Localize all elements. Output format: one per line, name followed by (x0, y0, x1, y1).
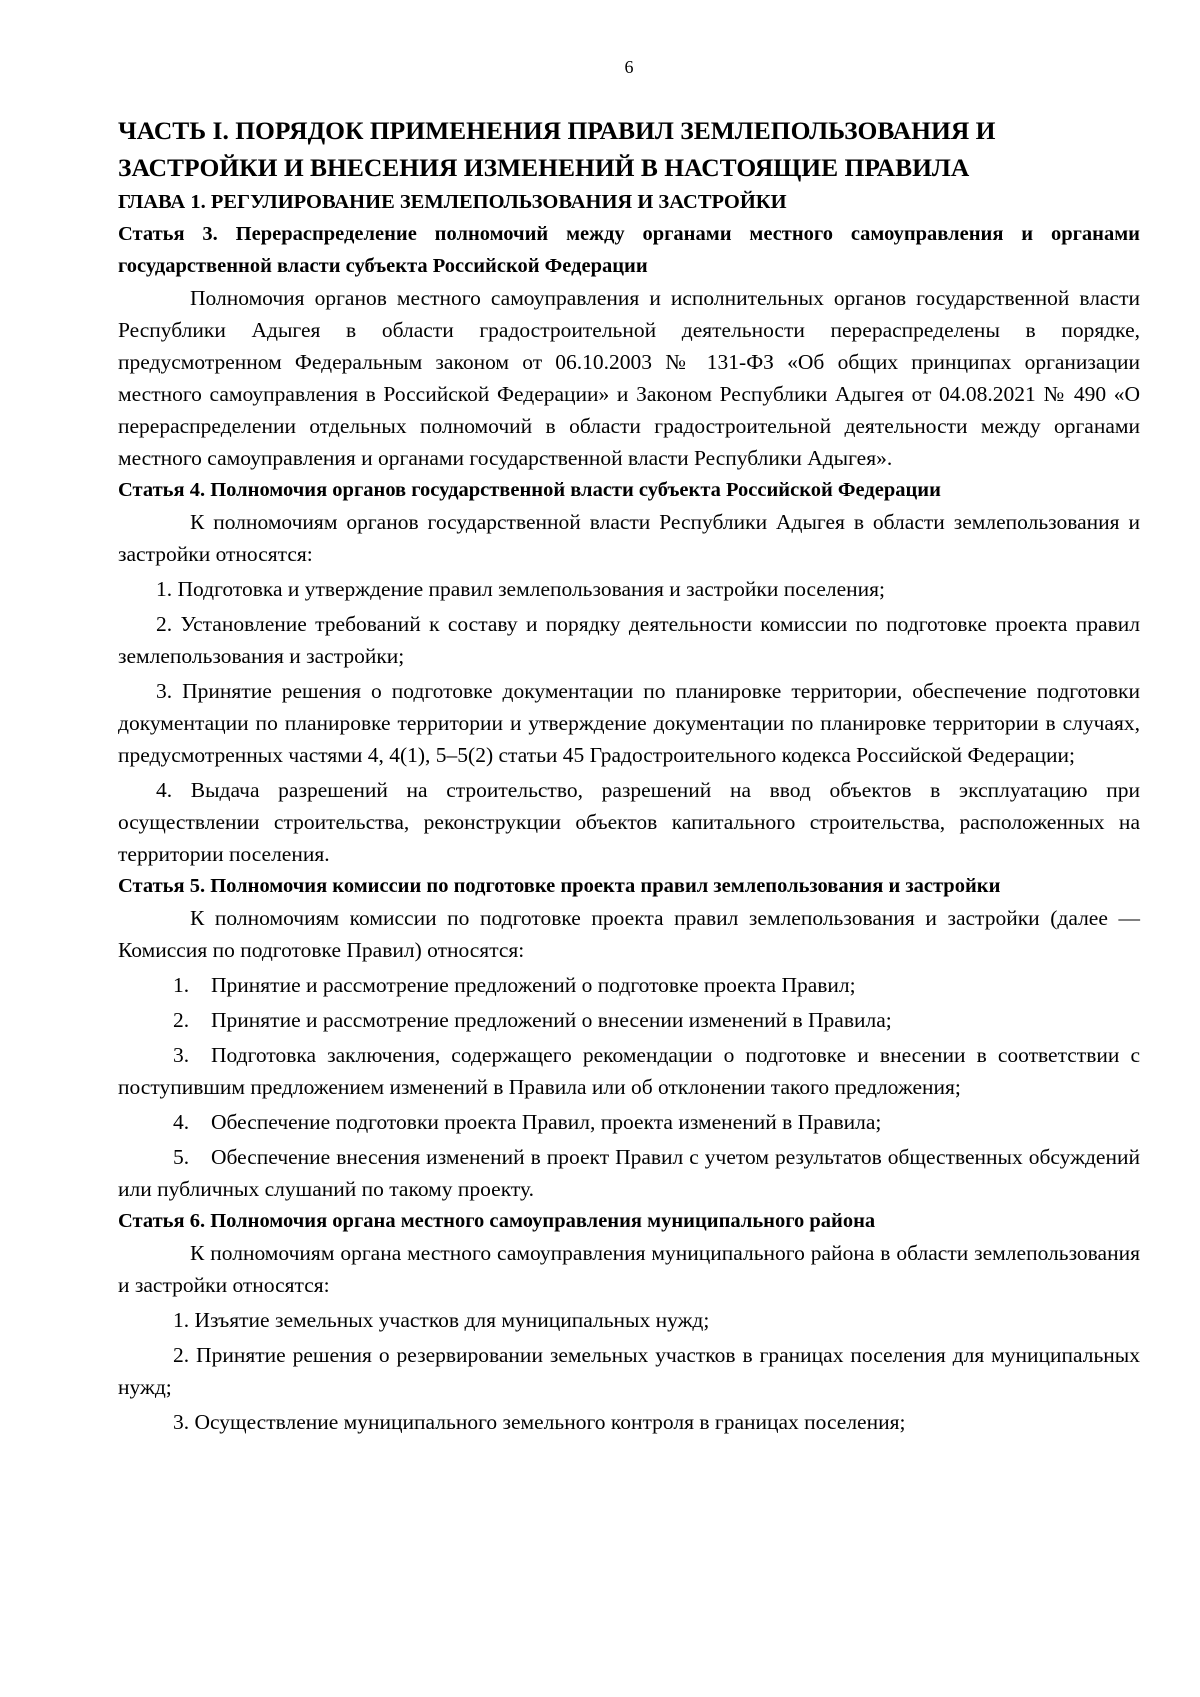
article-6-title: Статья 6. Полномочия органа местного самоуправления муниципального района (118, 1210, 876, 1232)
item-text: Подготовка заключения, содержащего рекомендации о подготовке и внесении в соответствии с поступившим предложением изменений в Правила или об отклонении такого предложения; (118, 1043, 1140, 1099)
item-text: Обеспечение внесения изменений в проект Правил с учетом результатов общественных обсуждений или публичных слушаний по такому проекту. (118, 1145, 1140, 1201)
article-4-item: 1. Подготовка и утверждение правил землепользования и застройки поселения; (156, 577, 886, 601)
item-text: Принятие и рассмотрение предложений о внесении изменений в Правила; (211, 1008, 892, 1032)
article-5-item (118, 1004, 1140, 1036)
article-3-text: Полномочия органов местного самоуправления и исполнительных органов государственной власти Республики Адыгея в области градостроительной деятельности перераспределены в порядке, предусмотренном Федеральным законом от 06.10.2003 № 131-ФЗ «Об общих принципах организации местного самоуправления в Российской Федерации» и Законом Республики Адыгея от 04.08.2021 № 490 «О перераспределении отдельных полномочий в области градостроительной деятельности между органами местного самоуправления и органами государственной власти Республики Адыгея». (118, 286, 1140, 470)
article-4-item: 4. Выдача разрешений на строительство, разрешений на ввод объектов в эксплуатацию при осуществлении строительства, реконструкции объектов капитального строительства, расположенных на территории поселения. (118, 778, 1140, 866)
article-4-item: 2. Установление требований к составу и порядку деятельности комиссии по подготовке проекта правил землепользования и застройки; (118, 612, 1140, 668)
chapter-title: ГЛАВА 1. РЕГУЛИРОВАНИЕ ЗЕМЛЕПОЛЬЗОВАНИЯ И ЗАСТРОЙКИ (118, 191, 787, 213)
article-6-item: 2. Принятие решения о резервировании земельных участков в границах поселения для муниципальных нужд; (118, 1343, 1140, 1399)
page-number: 6 (624, 57, 634, 77)
article-5 (118, 870, 1140, 1205)
article-4-item: 3. Принятие решения о подготовке документации по планировке территории, обеспечение подготовки документации по планировке территории и утверждение документации по планировке территории в случаях, предусмотренных частями 4, 4(1), 5–5(2) статьи 45 Градостроительного кодекса Российской Федерации; (118, 679, 1140, 767)
article-4-title: Статья 4. Полномочия органов государственной власти субъекта Российской Федерации (118, 479, 941, 501)
article-6 (118, 1205, 1140, 1438)
article-3 (118, 218, 1140, 474)
article-4 (118, 474, 1140, 870)
item-number: 5. (173, 1145, 190, 1169)
article-3-title: Статья 3. Перераспределение полномочий между органами местного самоуправления и органами государственной власти субъекта Российской Федерации (118, 223, 1140, 277)
item-number: 3. (173, 1043, 190, 1067)
article-6-intro: К полномочиям органа местного самоуправления муниципального района в области землепользования и застройки относятся: (118, 1241, 1140, 1297)
item-text: Обеспечение подготовки проекта Правил, проекта изменений в Правила; (211, 1110, 882, 1134)
item-number: 1. (173, 973, 190, 997)
article-5-item (118, 1039, 1140, 1103)
item-number: 2. (173, 1008, 190, 1032)
part-title: ЧАСТЬ I. ПОРЯДОК ПРИМЕНЕНИЯ ПРАВИЛ ЗЕМЛЕПОЛЬЗОВАНИЯ И ЗАСТРОЙКИ И ВНЕСЕНИЯ ИЗМЕНЕНИЙ В НАСТОЯЩИЕ ПРАВИЛА (118, 116, 996, 182)
document-content (118, 112, 1140, 1438)
article-6-item: 3. Осуществление муниципального земельного контроля в границах поселения; (173, 1410, 906, 1434)
article-5-item (118, 1106, 1140, 1138)
article-6-item: 1. Изъятие земельных участков для муниципальных нужд; (173, 1308, 710, 1332)
article-5-intro: К полномочиям комиссии по подготовке проекта правил землепользования и застройки (далее — Комиссия по подготовке Правил) относятся: (118, 906, 1140, 962)
article-5-item (118, 1141, 1140, 1205)
article-4-intro: К полномочиям органов государственной власти Республики Адыгея в области землепользования и застройки относятся: (118, 510, 1140, 566)
article-5-title: Статья 5. Полномочия комиссии по подготовке проекта правил землепользования и застройки (118, 875, 1001, 897)
item-text: Принятие и рассмотрение предложений о подготовке проекта Правил; (211, 973, 856, 997)
item-number: 4. (173, 1110, 190, 1134)
article-5-item (118, 969, 1140, 1001)
